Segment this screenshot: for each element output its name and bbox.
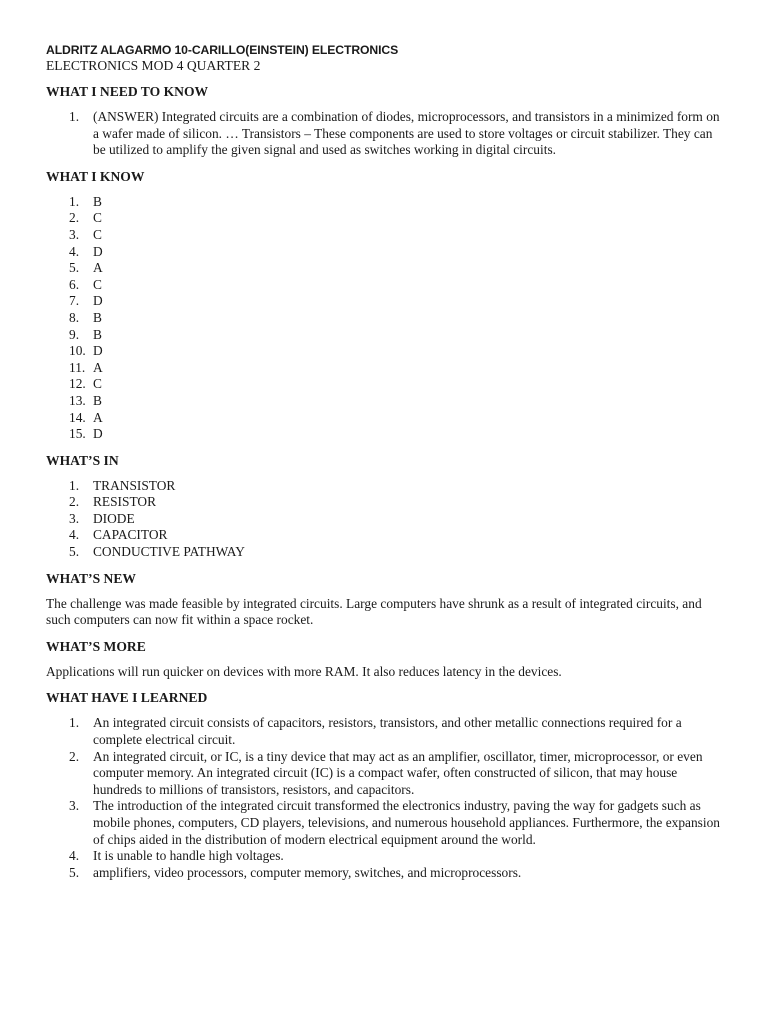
item-number: 1. [69,193,80,209]
list-item [46,277,726,294]
section-whats-more [46,639,726,681]
item-text: D [93,243,103,259]
list-item [46,848,726,865]
item-number: 5. [69,544,80,560]
item-text: B [93,326,102,342]
item-number: 11. [69,359,86,375]
item-number: 10. [69,343,86,359]
item-text: D [93,343,103,359]
item-number: 2. [69,748,80,764]
item-number: 13. [69,392,86,408]
item-text: RESISTOR [93,494,157,510]
section-whats-new [46,571,726,629]
list-item [46,426,726,443]
section-what-i-need-to-know [46,84,726,159]
item-number: 12. [69,376,86,392]
section-paragraph: The challenge was made feasible by integrated circuits. Large computers have shrunk as a result of integrated circuits, and such computers can now fit within a space rocket. [46,595,702,628]
answer-list [46,109,726,159]
section-heading: WHAT I KNOW [46,168,145,184]
section-what-have-i-learned [46,690,726,881]
list-item [46,393,726,410]
list-item [46,715,726,748]
item-text: CONDUCTIVE PATHWAY [93,544,245,560]
item-text: The introduction of the integrated circuit transformed the electronics industry, paving the way for gadgets such as mobile phones, computers, CD players, televisions, and numerous household appliances. Furthermore, the expansion of chips aided in the distribution of modern electrical equipment around the world. [93,798,720,847]
item-text: An integrated circuit consists of capacitors, resistors, transistors, and other metallic connections required for a complete electrical circuit. [93,715,682,748]
list-item [46,478,726,495]
item-number: 4. [69,243,80,259]
list-item [46,244,726,261]
item-number: 5. [69,260,80,276]
list-item [46,360,726,377]
item-text: TRANSISTOR [93,477,176,493]
item-text: D [93,293,103,309]
item-number: 9. [69,326,80,342]
list-item [46,260,726,277]
section-what-i-know [46,169,726,443]
list-item [46,749,726,799]
item-number: 2. [69,494,80,510]
item-text: B [93,193,102,209]
item-number: 14. [69,409,86,425]
section-heading: WHAT’S MORE [46,638,146,654]
item-text: amplifiers, video processors, computer memory, switches, and microprocessors. [93,864,522,880]
list-item [46,865,726,882]
item-text: A [93,359,103,375]
list-item [46,527,726,544]
section-heading: WHAT’S NEW [46,570,137,586]
item-text: An integrated circuit, or IC, is a tiny device that may act as an amplifier, oscillator, timer, microprocessor, or even computer memory. An integrated circuit (IC) is a compact wafer, often constructed of silicon, that may house hundreds to millions of transistors, resistors, and capacitors. [93,748,703,797]
item-text: CAPACITOR [93,527,168,543]
item-text: B [93,309,102,325]
item-number: 1. [69,715,80,731]
section-paragraph: Applications will run quicker on devices with more RAM. It also reduces latency in the devices. [46,663,562,679]
list-item [46,798,726,848]
list-item [46,376,726,393]
item-number: 6. [69,276,80,292]
answer-list [46,194,726,443]
item-text: It is unable to handle high voltages. [93,848,284,864]
list-item [46,310,726,327]
item-text: B [93,392,102,408]
section-heading: WHAT’S IN [46,452,119,468]
answer-list [46,715,726,881]
item-text: C [93,226,102,242]
student-name-line: ALDRITZ ALAGARMO 10-CARILLO(EINSTEIN) ELECTRONICS [46,43,399,57]
item-number: 8. [69,309,80,325]
item-number: 7. [69,293,80,309]
item-number: 5. [69,864,80,880]
section-whats-in [46,453,726,561]
item-text: (ANSWER) Integrated circuits are a combination of diodes, microprocessors, and transistors in a minimized form on a wafer made of silicon. … Transistors – These components are used to store voltages or circuit stabilizer. They can be utilized to amplify the given signal and used as switches working in digital circuits. [93,109,720,158]
answer-list [46,478,726,561]
list-item [46,194,726,211]
item-number: 1. [69,477,80,493]
list-item [46,343,726,360]
item-number: 4. [69,848,80,864]
item-number: 15. [69,426,86,442]
list-item [46,293,726,310]
list-item [46,410,726,427]
list-item [46,494,726,511]
document-subtitle: ELECTRONICS MOD 4 QUARTER 2 [46,58,261,73]
section-heading: WHAT I NEED TO KNOW [46,84,209,99]
list-item [46,109,726,159]
document-page [46,42,726,881]
item-text: C [93,276,102,292]
list-item [46,511,726,528]
item-text: A [93,409,103,425]
item-number: 3. [69,798,80,814]
item-text: C [93,376,102,392]
item-text: D [93,426,103,442]
list-item [46,327,726,344]
item-number: 2. [69,210,80,226]
item-number: 4. [69,527,80,543]
list-item [46,227,726,244]
item-number: 1. [69,109,80,124]
item-text: A [93,260,103,276]
list-item [46,544,726,561]
section-heading: WHAT HAVE I LEARNED [46,690,208,706]
item-number: 3. [69,226,80,242]
item-text: C [93,210,102,226]
list-item [46,210,726,227]
item-number: 3. [69,510,80,526]
item-text: DIODE [93,510,135,526]
